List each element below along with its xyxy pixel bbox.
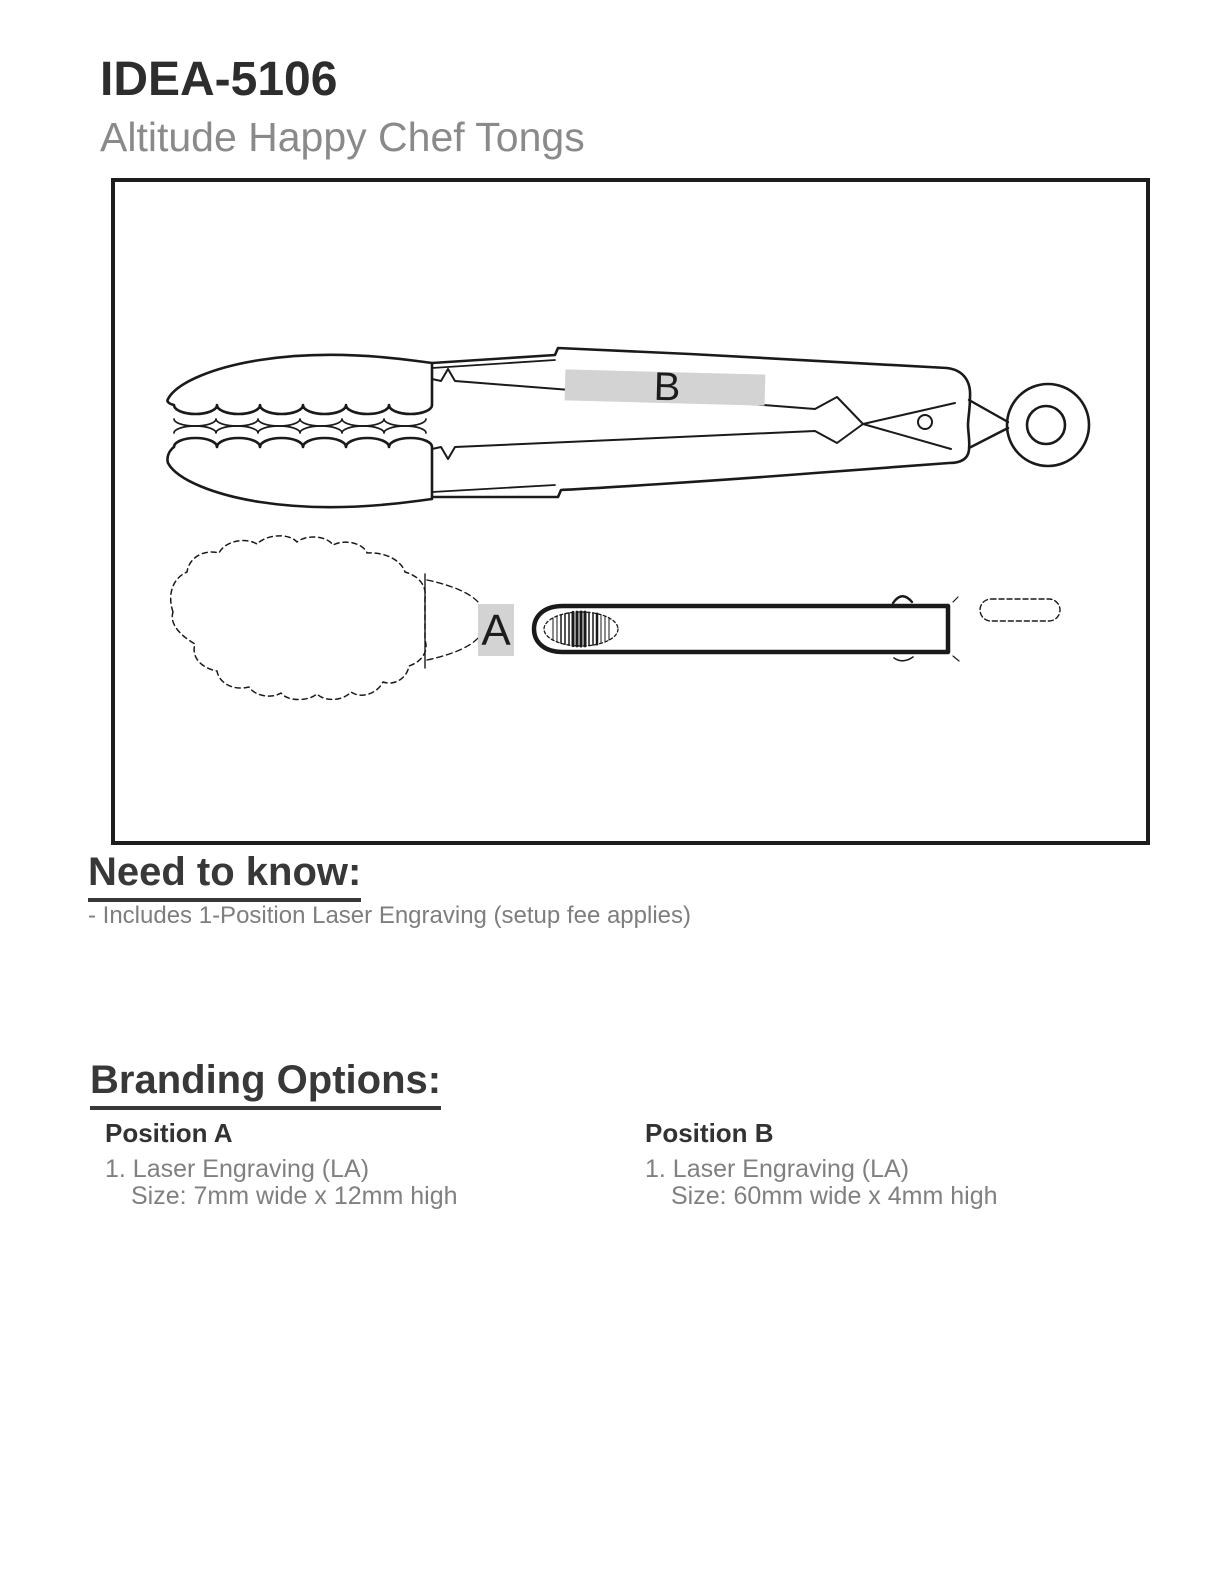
need-to-know-note: - Includes 1-Position Laser Engraving (setup fee applies) xyxy=(88,902,691,929)
rivet-hole xyxy=(918,415,932,429)
lower-jaw-outline xyxy=(167,438,432,507)
tongs-technical-drawing xyxy=(115,182,1146,841)
product-code-title: IDEA-5106 xyxy=(100,53,338,106)
position-a-title: Position A xyxy=(105,1118,233,1148)
position-b-method: 1. Laser Engraving (LA) xyxy=(645,1155,910,1183)
position-b-title: Position B xyxy=(645,1118,774,1148)
upper-jaw-outline xyxy=(167,355,432,414)
lower-arm-inner-edge xyxy=(432,424,951,459)
product-name-subtitle: Altitude Happy Chef Tongs xyxy=(100,114,585,160)
hinge-ring-inner xyxy=(1027,406,1065,444)
branding-position-a xyxy=(105,1118,625,1210)
lower-jaw-inner-edge xyxy=(174,426,426,433)
position-b-size: Size: 60mm wide x 4mm high xyxy=(671,1182,998,1210)
position-a-letter: A xyxy=(481,606,511,655)
branding-position-b xyxy=(645,1118,1165,1210)
hinge-ring-outer xyxy=(1007,384,1089,466)
handle-clip-arc-top xyxy=(893,596,912,603)
tongs-top-view xyxy=(171,536,1060,700)
handle-clip-arc-bottom xyxy=(894,657,913,661)
upper-jaw-inner-edge xyxy=(174,419,426,426)
product-drawing-frame xyxy=(111,178,1150,845)
handle-corner-tick-top xyxy=(953,597,958,602)
head-taper-line-top xyxy=(427,580,479,603)
position-a-marker xyxy=(478,604,514,656)
position-a-size: Size: 7mm wide x 12mm high xyxy=(131,1182,458,1210)
position-b-letter: B xyxy=(653,364,681,410)
branding-options-heading: Branding Options: xyxy=(90,1058,441,1110)
hinge-connector xyxy=(969,400,1008,448)
handle-corner-tick-bottom xyxy=(953,656,959,661)
head-taper-line-bottom xyxy=(427,637,479,660)
hang-tab-pill xyxy=(980,599,1060,621)
head-cloud-outline xyxy=(171,536,426,700)
tongs-side-view xyxy=(167,348,1089,507)
need-to-know-heading: Need to know: xyxy=(88,850,361,902)
arm-edge-detail-bottom xyxy=(432,485,555,492)
position-b-marker xyxy=(564,362,765,411)
position-a-method: 1. Laser Engraving (LA) xyxy=(105,1155,370,1183)
arms-outline xyxy=(432,348,970,497)
engraving-oval xyxy=(544,612,618,646)
